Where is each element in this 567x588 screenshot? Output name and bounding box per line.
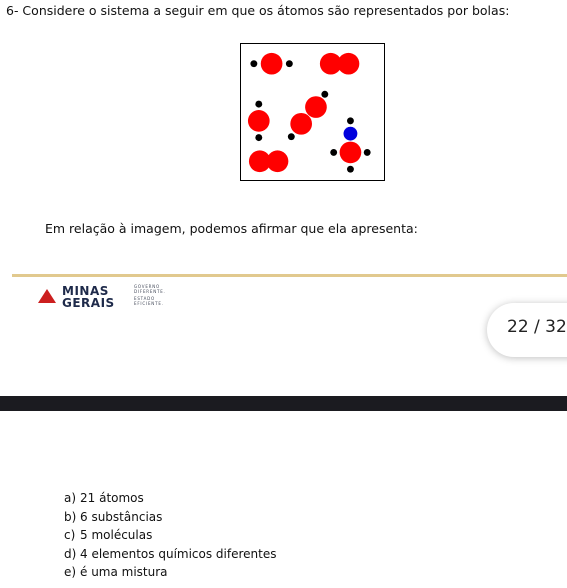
option-text: 4 elementos químicos diferentes (80, 546, 277, 561)
atom-black (321, 91, 328, 98)
atom-red (248, 110, 270, 132)
option-e[interactable] (64, 563, 276, 582)
logo-word-1: MINAS (62, 284, 109, 298)
toolbar-band (0, 396, 567, 411)
option-text: é uma mistura (80, 565, 168, 579)
atom-red (267, 150, 289, 172)
option-text: 6 substâncias (80, 509, 163, 524)
atom-blue (344, 127, 358, 141)
option-a[interactable] (64, 489, 276, 508)
atom-black (250, 60, 257, 67)
molecule-figure (240, 43, 385, 181)
atom-red (340, 142, 362, 164)
atom-black (347, 166, 354, 173)
atom-black (286, 60, 293, 67)
molecule-2 (320, 53, 359, 75)
molecule-5 (330, 117, 370, 172)
option-letter: b) (64, 509, 77, 524)
answer-options (64, 489, 276, 582)
option-d[interactable] (64, 545, 276, 564)
option-letter: a) (64, 491, 77, 505)
atom-black (364, 149, 371, 156)
molecule-diagram (241, 44, 384, 180)
minas-gerais-logo (38, 284, 166, 313)
question-text: 6- Considere o sistema a seguir em que os átomos são representados por bolas: (6, 3, 510, 18)
molecule-1 (250, 53, 292, 75)
option-text: 5 moléculas (80, 528, 153, 542)
logo-small-1: GOVERNO (134, 284, 160, 289)
atom-black (288, 133, 295, 140)
atom-black (330, 149, 337, 156)
prompt-text: Em relação à imagem, podemos afirmar que ela apresenta: (45, 221, 418, 236)
page-counter: 22 / 32 (507, 317, 567, 337)
logo-word-2: GERAIS (62, 296, 115, 310)
logo-small-4: EFICIENTE. (134, 301, 164, 306)
molecule-4 (288, 91, 328, 140)
atom-black (255, 101, 262, 108)
molecule-6 (249, 150, 288, 172)
option-b[interactable] (64, 508, 276, 527)
option-text: 21 átomos (80, 491, 144, 505)
logo-small-3: ESTADO (134, 296, 155, 301)
molecule-3 (248, 101, 270, 141)
option-letter: d) (64, 546, 77, 561)
atom-red (305, 96, 327, 118)
logo-small-2: DIFERENTE. (134, 289, 166, 294)
option-c[interactable] (64, 526, 276, 545)
option-letter: c) (64, 528, 76, 542)
atom-red (338, 53, 360, 75)
atom-red (261, 53, 283, 75)
atom-black (255, 134, 262, 141)
triangle-icon (38, 289, 56, 303)
option-letter: e) (64, 565, 77, 579)
divider (12, 274, 567, 277)
atom-red (290, 113, 312, 135)
atom-black (347, 117, 354, 124)
